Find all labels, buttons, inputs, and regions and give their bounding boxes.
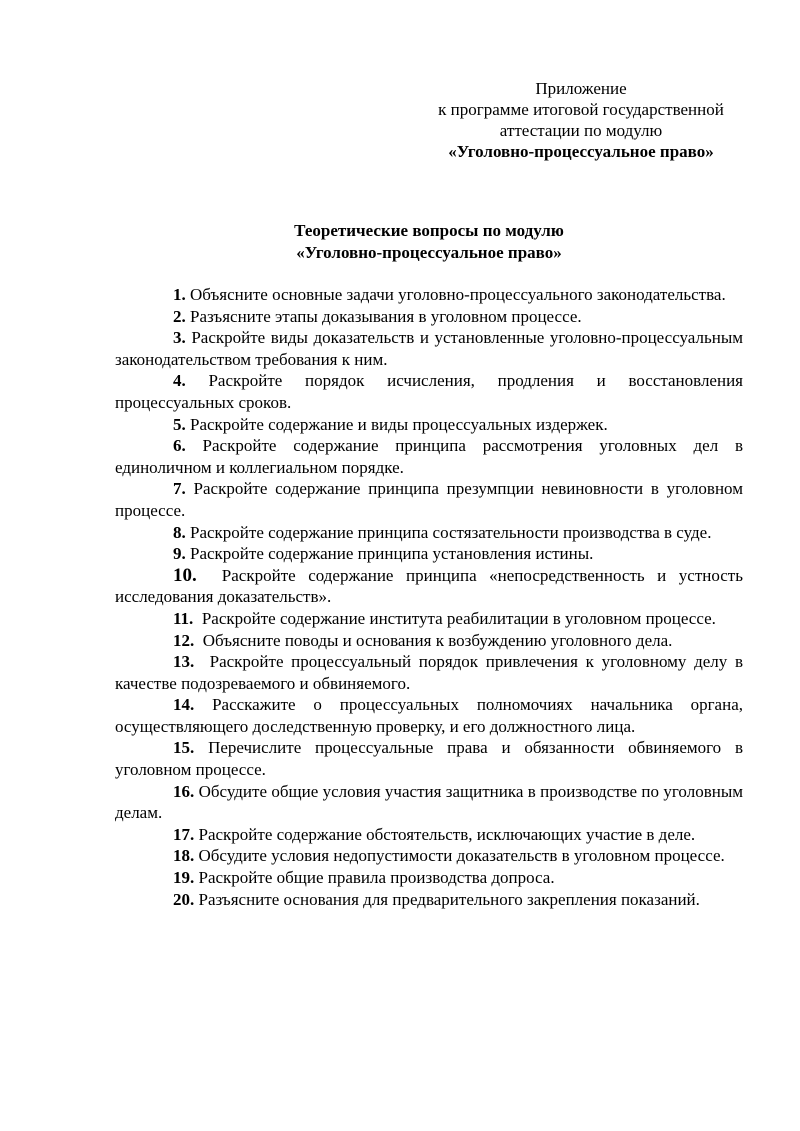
document-heading bbox=[115, 220, 743, 263]
question-item bbox=[115, 370, 743, 413]
question-item bbox=[115, 630, 743, 652]
question-number: 11. bbox=[173, 608, 194, 628]
question-item bbox=[115, 845, 743, 867]
question-number: 18. bbox=[173, 846, 195, 866]
questions-list bbox=[115, 284, 743, 910]
question-number: 9. bbox=[173, 544, 186, 564]
heading-line-1: Теоретические вопросы по модулю bbox=[294, 221, 564, 240]
question-item bbox=[115, 651, 743, 694]
question-item bbox=[115, 694, 743, 737]
appendix-note bbox=[400, 78, 762, 162]
question-number: 8. bbox=[173, 522, 186, 542]
question-number: 2. bbox=[173, 306, 186, 326]
question-text: Раскройте процессуальный порядок привлечения к уголовному делу в качестве подозреваемого и обвиняемого. bbox=[115, 652, 744, 693]
question-item bbox=[115, 306, 743, 328]
question-item bbox=[115, 435, 743, 478]
question-item bbox=[115, 565, 743, 608]
question-number: 17. bbox=[173, 824, 195, 844]
question-number: 14. bbox=[173, 695, 195, 715]
question-text: Раскройте общие правила производства допроса. bbox=[198, 868, 555, 888]
question-text: Раскройте порядок исчисления, продления и восстановления процессуальных сроков. bbox=[115, 371, 743, 412]
question-number: 13. bbox=[173, 652, 195, 672]
question-item bbox=[115, 414, 743, 436]
question-text: Перечислите процессуальные права и обязанности обвиняемого в уголовном процессе. bbox=[115, 738, 744, 780]
question-text: Раскройте виды доказательств и установленные уголовно-процессуальным законодательством требования к ним. bbox=[115, 328, 743, 369]
question-item bbox=[115, 889, 743, 911]
question-item bbox=[115, 824, 743, 846]
question-number: 20. bbox=[173, 889, 195, 909]
question-text: Раскройте содержание института реабилитации в уголовном процессе. bbox=[201, 608, 716, 628]
question-number: 7. bbox=[173, 479, 186, 499]
question-number: 15. bbox=[173, 738, 195, 758]
question-text: Объясните поводы и основания к возбуждению уголовного дела. bbox=[202, 630, 673, 650]
question-item bbox=[115, 478, 743, 521]
question-number: 10. bbox=[173, 564, 197, 586]
question-item bbox=[115, 608, 743, 630]
question-text: Раскройте содержание принципа презумпции невиновности в уголовном процессе. bbox=[115, 479, 743, 520]
question-text: Обсудите условия недопустимости доказательств в уголовном процессе. bbox=[198, 846, 725, 866]
question-item bbox=[115, 522, 743, 544]
question-item bbox=[115, 543, 743, 565]
question-text: Разъясните этапы доказывания в уголовном процессе. bbox=[190, 306, 582, 326]
question-text: Раскройте содержание принципа состязательности производства в суде. bbox=[190, 522, 712, 542]
question-item bbox=[115, 327, 743, 370]
question-item bbox=[115, 284, 743, 306]
question-number: 19. bbox=[173, 868, 195, 888]
question-number: 4. bbox=[173, 371, 186, 391]
question-number: 3. bbox=[173, 328, 186, 348]
question-text: Раскройте содержание принципа установления истины. bbox=[190, 544, 594, 564]
question-item bbox=[115, 867, 743, 889]
question-number: 16. bbox=[173, 781, 195, 801]
question-text: Объясните основные задачи уголовно-процессуального законодательства. bbox=[190, 285, 726, 304]
question-item bbox=[115, 781, 743, 824]
question-number: 12. bbox=[173, 630, 195, 650]
question-number: 1. bbox=[173, 285, 186, 304]
question-text: Раскройте содержание обстоятельств, исключающих участие в деле. bbox=[198, 824, 696, 844]
heading-line-2: «Уголовно-процессуальное право» bbox=[296, 242, 562, 262]
question-number: 5. bbox=[173, 414, 186, 434]
question-text: Обсудите общие условия участия защитника в производстве по уголовным делам. bbox=[115, 781, 743, 823]
question-text: Раскройте содержание принципа «непосредственность и устность исследования доказательств». bbox=[115, 565, 743, 607]
appendix-label: Приложение bbox=[535, 79, 627, 98]
question-number: 6. bbox=[173, 436, 186, 456]
question-text: Раскройте содержание и виды процессуальных издержек. bbox=[190, 414, 608, 434]
appendix-program-line: к программе итоговой государственной bbox=[438, 100, 724, 119]
question-text: Разъясните основания для предварительного закрепления показаний. bbox=[198, 889, 700, 909]
question-item bbox=[115, 737, 743, 780]
appendix-attestation-line: аттестации по модулю bbox=[499, 121, 663, 140]
appendix-module-title: «Уголовно-процессуальное право» bbox=[448, 142, 714, 161]
question-text: Раскройте содержание принципа рассмотрения уголовных дел в единоличном и коллегиальном порядке. bbox=[115, 436, 744, 477]
question-text: Расскажите о процессуальных полномочиях начальника органа, осуществляющего доследственную проверку, и его должностного лица. bbox=[115, 695, 743, 736]
